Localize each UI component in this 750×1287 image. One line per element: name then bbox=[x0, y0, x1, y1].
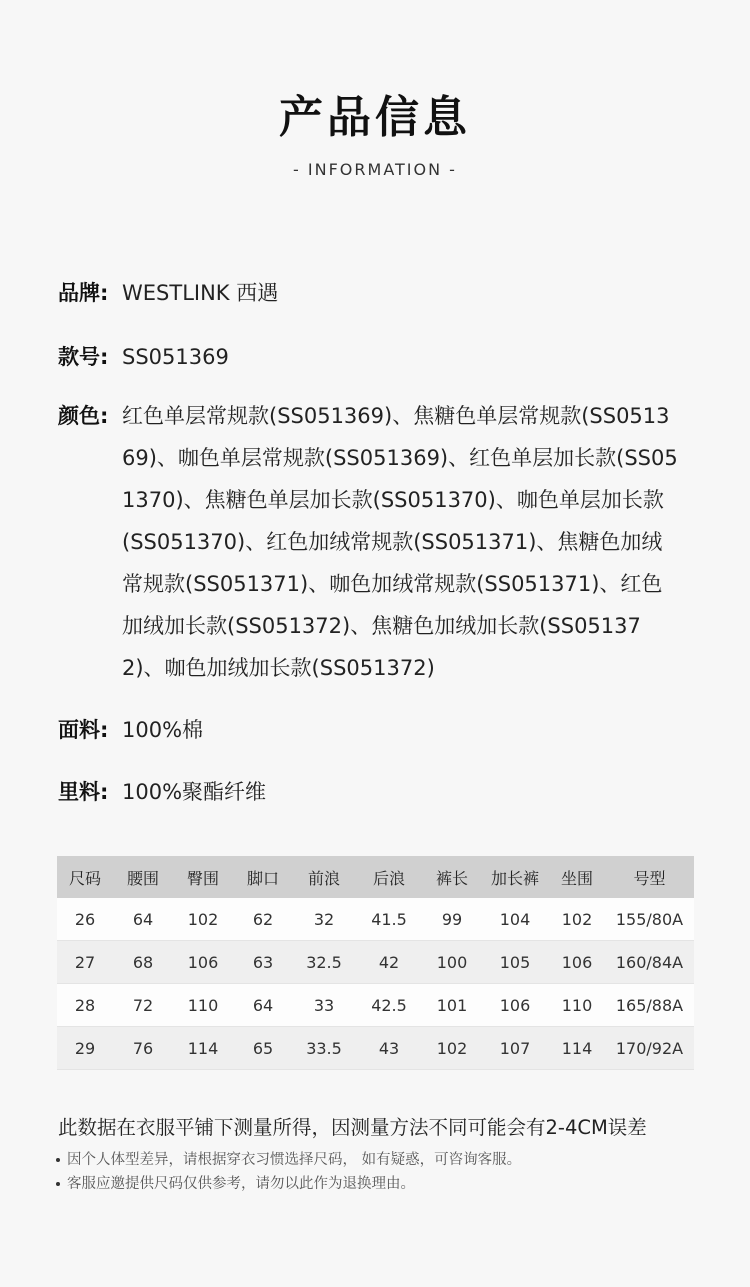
table-cell: 42 bbox=[355, 941, 423, 984]
table-cell: 101 bbox=[423, 984, 481, 1027]
info-row-color bbox=[58, 395, 678, 689]
table-cell: 63 bbox=[233, 941, 293, 984]
page-title: 产品信息 bbox=[279, 92, 471, 143]
table-cell: 106 bbox=[549, 941, 605, 984]
table-cell: 41.5 bbox=[355, 898, 423, 941]
info-row-fabric bbox=[58, 709, 678, 751]
table-row bbox=[57, 898, 694, 941]
header-cell: 脚口 bbox=[233, 856, 293, 898]
table-cell: 105 bbox=[481, 941, 549, 984]
table-cell: 165/88A bbox=[605, 984, 694, 1027]
header-cell: 裤长 bbox=[423, 856, 481, 898]
style-no-value: SS051369 bbox=[122, 345, 229, 369]
table-cell: 160/84A bbox=[605, 941, 694, 984]
table-cell: 107 bbox=[481, 1027, 549, 1070]
table-cell: 28 bbox=[57, 984, 113, 1027]
table-row bbox=[57, 984, 694, 1027]
table-cell: 114 bbox=[549, 1027, 605, 1070]
header-cell: 尺码 bbox=[57, 856, 113, 898]
table-cell: 42.5 bbox=[355, 984, 423, 1027]
table-cell: 72 bbox=[113, 984, 173, 1027]
note-item-text: 因个人体型差异，请根据穿衣习惯选择尺码， 如有疑惑，可咨询客服。 bbox=[67, 1152, 522, 1168]
table-cell: 32.5 bbox=[293, 941, 355, 984]
fabric-value: 100%棉 bbox=[122, 718, 204, 742]
table-cell: 64 bbox=[113, 898, 173, 941]
header-cell: 坐围 bbox=[549, 856, 605, 898]
table-cell: 102 bbox=[549, 898, 605, 941]
header-cell: 加长裤 bbox=[481, 856, 549, 898]
table-cell: 99 bbox=[423, 898, 481, 941]
size-table bbox=[57, 856, 694, 1070]
table-cell: 155/80A bbox=[605, 898, 694, 941]
table-cell: 62 bbox=[233, 898, 293, 941]
table-cell: 43 bbox=[355, 1027, 423, 1070]
lining-value: 100%聚酯纤维 bbox=[122, 780, 267, 804]
table-cell: 100 bbox=[423, 941, 481, 984]
info-row-brand bbox=[58, 272, 678, 314]
table-cell: 106 bbox=[173, 941, 233, 984]
style-no-label: 款号: bbox=[58, 345, 109, 369]
table-cell: 32 bbox=[293, 898, 355, 941]
color-label: 颜色: bbox=[58, 404, 109, 428]
header-cell: 臀围 bbox=[173, 856, 233, 898]
page-subtitle: - INFORMATION - bbox=[293, 160, 457, 179]
fabric-label: 面料: bbox=[58, 718, 109, 742]
header-cell: 后浪 bbox=[355, 856, 423, 898]
table-cell: 76 bbox=[113, 1027, 173, 1070]
table-cell: 110 bbox=[173, 984, 233, 1027]
table-cell: 68 bbox=[113, 941, 173, 984]
size-table-header-row bbox=[57, 856, 694, 898]
color-value: 红色单层常规款(SS051369)、焦糖色单层常规款(SS051369)、咖色单层常规款(SS051369)、红色单层加长款(SS051370)、焦糖色单层加长款(SS051370)、咖色单层加长款(SS051370)、红色加绒常规款(SS051371)、焦糖色加绒常规款(SS051371)、咖色加绒常规款(SS051371)、红色加绒加长款(SS051372)、焦糖色加绒加长款(SS051372)、咖色加绒加长款(SS051372) bbox=[122, 404, 678, 680]
bullet-icon bbox=[56, 1158, 60, 1162]
note-item-text: 客服应邀提供尺码仅供参考，请勿以此作为退换理由。 bbox=[67, 1176, 415, 1192]
brand-label: 品牌: bbox=[58, 281, 109, 305]
table-cell: 102 bbox=[173, 898, 233, 941]
table-cell: 110 bbox=[549, 984, 605, 1027]
table-cell: 170/92A bbox=[605, 1027, 694, 1070]
header-cell: 前浪 bbox=[293, 856, 355, 898]
table-row bbox=[57, 1027, 694, 1070]
header-cell: 腰围 bbox=[113, 856, 173, 898]
table-row bbox=[57, 941, 694, 984]
table-cell: 64 bbox=[233, 984, 293, 1027]
table-cell: 29 bbox=[57, 1027, 113, 1070]
table-cell: 26 bbox=[57, 898, 113, 941]
table-cell: 33 bbox=[293, 984, 355, 1027]
table-cell: 114 bbox=[173, 1027, 233, 1070]
note-item bbox=[56, 1173, 415, 1195]
bullet-icon bbox=[56, 1182, 60, 1186]
info-row-style-no bbox=[58, 336, 678, 378]
table-cell: 102 bbox=[423, 1027, 481, 1070]
header-cell: 号型 bbox=[605, 856, 694, 898]
note-item bbox=[56, 1149, 521, 1171]
lining-label: 里料: bbox=[58, 780, 109, 804]
table-cell: 106 bbox=[481, 984, 549, 1027]
measurement-note: 此数据在衣服平铺下测量所得，因测量方法不同可能会有2-4CM误差 bbox=[58, 1116, 647, 1139]
table-cell: 33.5 bbox=[293, 1027, 355, 1070]
info-row-lining bbox=[58, 771, 678, 813]
table-cell: 65 bbox=[233, 1027, 293, 1070]
table-cell: 27 bbox=[57, 941, 113, 984]
table-cell: 104 bbox=[481, 898, 549, 941]
brand-value: WESTLINK 西遇 bbox=[122, 281, 279, 305]
